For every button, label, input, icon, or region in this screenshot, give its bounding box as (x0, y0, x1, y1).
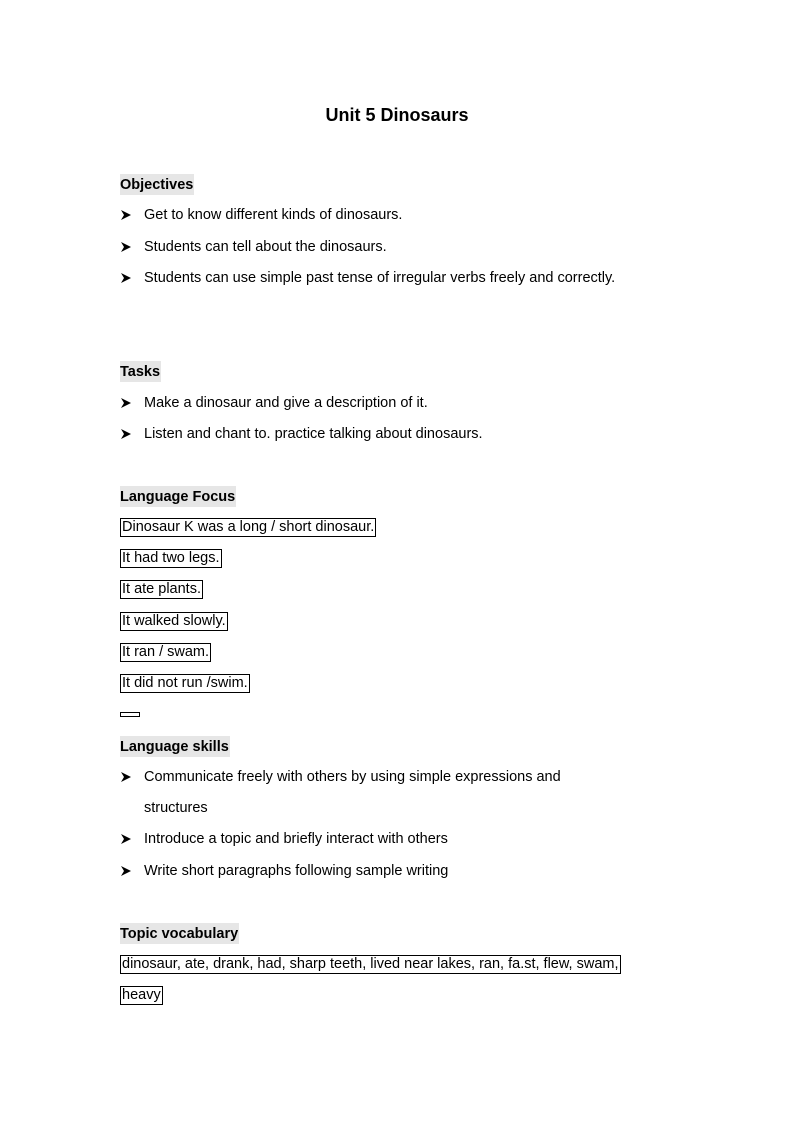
page-title: Unit 5 Dinosaurs (325, 105, 469, 125)
arrow-bullet-icon (120, 268, 134, 288)
focus-sentence: It did not run /swim. (122, 675, 248, 691)
empty-text-box (120, 712, 140, 717)
focus-sentence: It had two legs. (122, 550, 220, 566)
focus-sentence: It ran / swam. (122, 644, 210, 660)
arrow-bullet-icon (120, 767, 134, 787)
objective-item: Get to know different kinds of dinosaurs. (144, 207, 403, 223)
skill-item: Introduce a topic and briefly interact with others (144, 831, 448, 847)
objective-item: Students can tell about the dinosaurs. (144, 239, 387, 255)
arrow-bullet-icon (120, 237, 134, 257)
arrow-bullet-icon (120, 829, 134, 849)
tasks-heading: Tasks (120, 361, 161, 382)
arrow-bullet-icon (120, 205, 134, 225)
language-skills-heading: Language skills (120, 736, 230, 757)
skill-item-continuation: structures (144, 800, 208, 816)
skill-item: Communicate freely with others by using simple expressions and (144, 769, 561, 785)
language-focus-heading: Language Focus (120, 486, 236, 507)
task-item: Listen and chant to. practice talking about dinosaurs. (144, 426, 483, 442)
focus-sentence: Dinosaur K was a long / short dinosaur. (122, 519, 375, 535)
task-item: Make a dinosaur and give a description of it. (144, 395, 428, 411)
arrow-bullet-icon (120, 424, 134, 444)
objective-item: Students can use simple past tense of irregular verbs freely and correctly. (144, 270, 616, 286)
vocabulary-line: heavy (122, 987, 161, 1003)
focus-sentence: It walked slowly. (122, 613, 226, 629)
skill-item: Write short paragraphs following sample writing (144, 863, 449, 879)
arrow-bullet-icon (120, 861, 134, 881)
arrow-bullet-icon (120, 393, 134, 413)
focus-sentence: It ate plants. (122, 581, 201, 597)
vocabulary-line: dinosaur, ate, drank, had, sharp teeth, lived near lakes, ran, fa.st, flew, swam, (122, 956, 619, 972)
objectives-heading: Objectives (120, 174, 194, 195)
topic-vocabulary-heading: Topic vocabulary (120, 923, 239, 944)
